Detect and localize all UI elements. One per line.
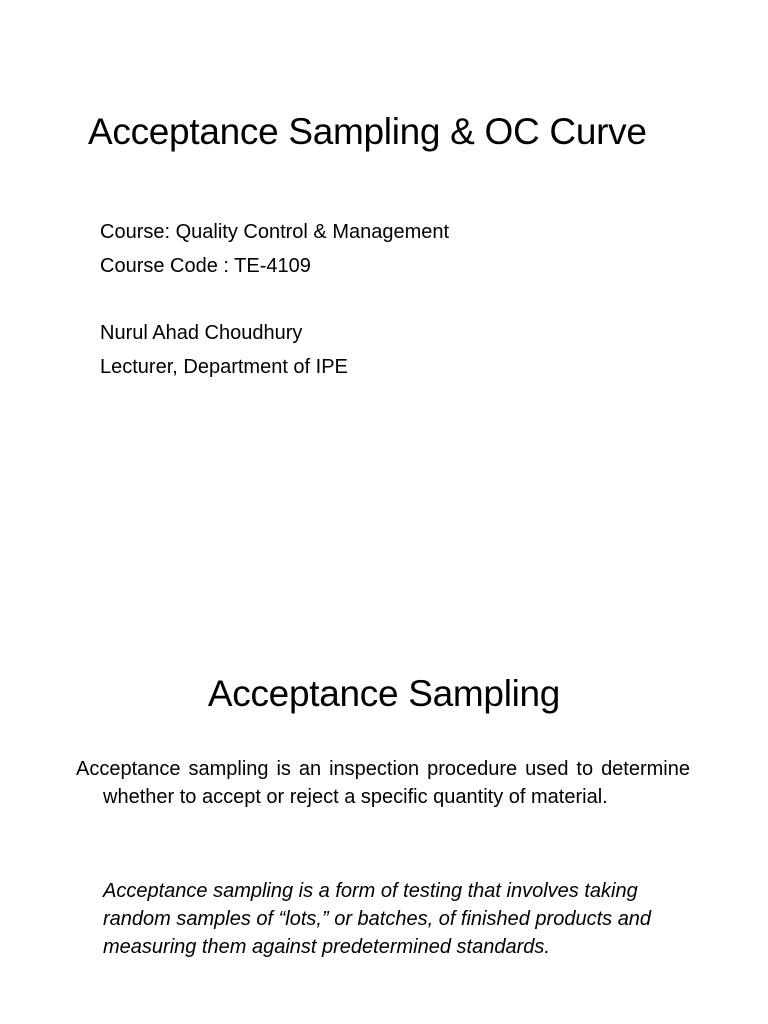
slide-title: Acceptance Sampling & OC Curve bbox=[88, 111, 647, 152]
italic-definition-paragraph: Acceptance sampling is a form of testing that involves taking random samples of “lots,” or batches, of finished products and measuring them against predetermined standards. bbox=[103, 880, 652, 958]
course-code: Course Code : TE-4109 bbox=[100, 255, 311, 277]
slide-heading: Acceptance Sampling bbox=[207, 673, 561, 714]
author-name: Nurul Ahad Choudhury bbox=[100, 322, 303, 344]
course-name: Course: Quality Control & Management bbox=[100, 221, 450, 243]
content-slide bbox=[0, 580, 768, 1024]
definition-paragraph: Acceptance sampling is an inspection procedure used to determine whether to accept or reject a specific quantity of material. bbox=[76, 758, 690, 808]
author-position: Lecturer, Department of IPE bbox=[100, 356, 348, 378]
